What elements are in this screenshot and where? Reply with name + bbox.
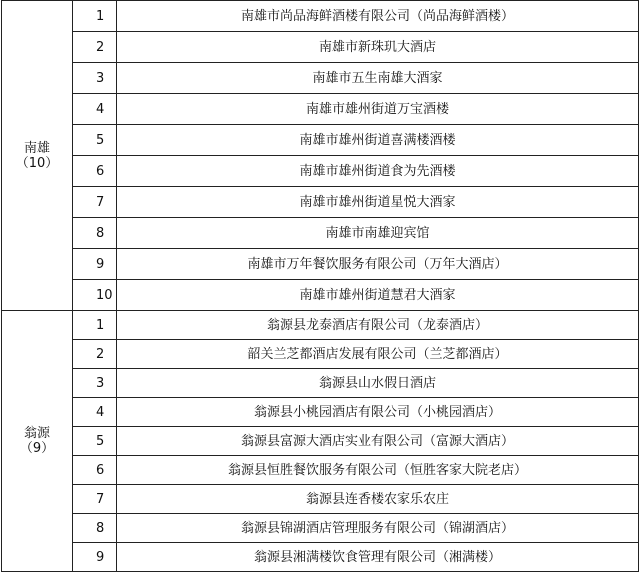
row-number: 6 [73,456,117,485]
establishment-name: 南雄市雄州街道喜满楼酒楼 [117,125,639,156]
establishment-name: 南雄市南雄迎宾馆 [117,218,639,249]
row-number: 8 [73,218,117,249]
row-number: 4 [73,94,117,125]
establishment-name: 南雄市雄州街道食为先酒楼 [117,156,639,187]
establishment-name: 南雄市雄州街道万宝酒楼 [117,94,639,125]
table-row [2,125,639,156]
establishment-name: 南雄市雄州街道星悦大酒家 [117,187,639,218]
table-row [2,543,639,572]
establishment-name: 翁源县龙泰酒店有限公司（龙泰酒店） [117,311,639,340]
table-row [2,311,639,340]
region-cell [2,1,73,311]
table-row [2,398,639,427]
row-number: 7 [73,485,117,514]
row-number: 5 [73,125,117,156]
row-number: 1 [73,311,117,340]
establishment-name: 南雄市雄州街道慧君大酒家 [117,280,639,311]
table-row [2,1,639,32]
establishment-name: 翁源县山水假日酒店 [117,369,639,398]
row-number: 4 [73,398,117,427]
establishment-name: 翁源县湘满楼饮食管理有限公司（湘满楼） [117,543,639,572]
table-row [2,340,639,369]
table-row [2,32,639,63]
table-row [2,514,639,543]
restaurant-list-table [1,0,639,572]
table-row [2,63,639,94]
region-name: 翁源 [23,426,50,441]
row-number: 5 [73,427,117,456]
table-row [2,456,639,485]
establishment-name: 南雄市五生南雄大酒家 [117,63,639,94]
region-name: 南雄 [23,140,50,156]
table-row [2,218,639,249]
row-number: 3 [73,63,117,94]
row-number: 9 [73,249,117,280]
row-number: 2 [73,340,117,369]
row-number: 6 [73,156,117,187]
establishment-name: 翁源县小桃园酒店有限公司（小桃园酒店） [117,398,639,427]
table-row [2,485,639,514]
table-row [2,427,639,456]
establishment-name: 翁源县恒胜餐饮服务有限公司（恒胜客家大院老店） [117,456,639,485]
row-number: 3 [73,369,117,398]
row-number: 10 [73,280,117,311]
table-row [2,187,639,218]
row-number: 7 [73,187,117,218]
row-number: 2 [73,32,117,63]
establishment-name: 翁源县锦湖酒店管理服务有限公司（锦湖酒店） [117,514,639,543]
region-count: （9） [19,441,55,456]
establishment-name: 南雄市新珠玑大酒店 [117,32,639,63]
table-row [2,156,639,187]
establishment-name: 翁源县连香楼农家乐农庄 [117,485,639,514]
establishment-name: 翁源县富源大酒店实业有限公司（富源大酒店） [117,427,639,456]
table-row [2,280,639,311]
table-row [2,369,639,398]
row-number: 9 [73,543,117,572]
table-row [2,94,639,125]
establishment-name: 韶关兰芝都酒店发展有限公司（兰芝都酒店） [117,340,639,369]
establishment-name: 南雄市万年餐饮服务有限公司（万年大酒店） [117,249,639,280]
table-row [2,249,639,280]
region-count: （10） [15,155,59,171]
region-cell [2,311,73,572]
establishment-name: 南雄市尚品海鲜酒楼有限公司（尚品海鲜酒楼） [117,1,639,32]
row-number: 8 [73,514,117,543]
row-number: 1 [73,1,117,32]
